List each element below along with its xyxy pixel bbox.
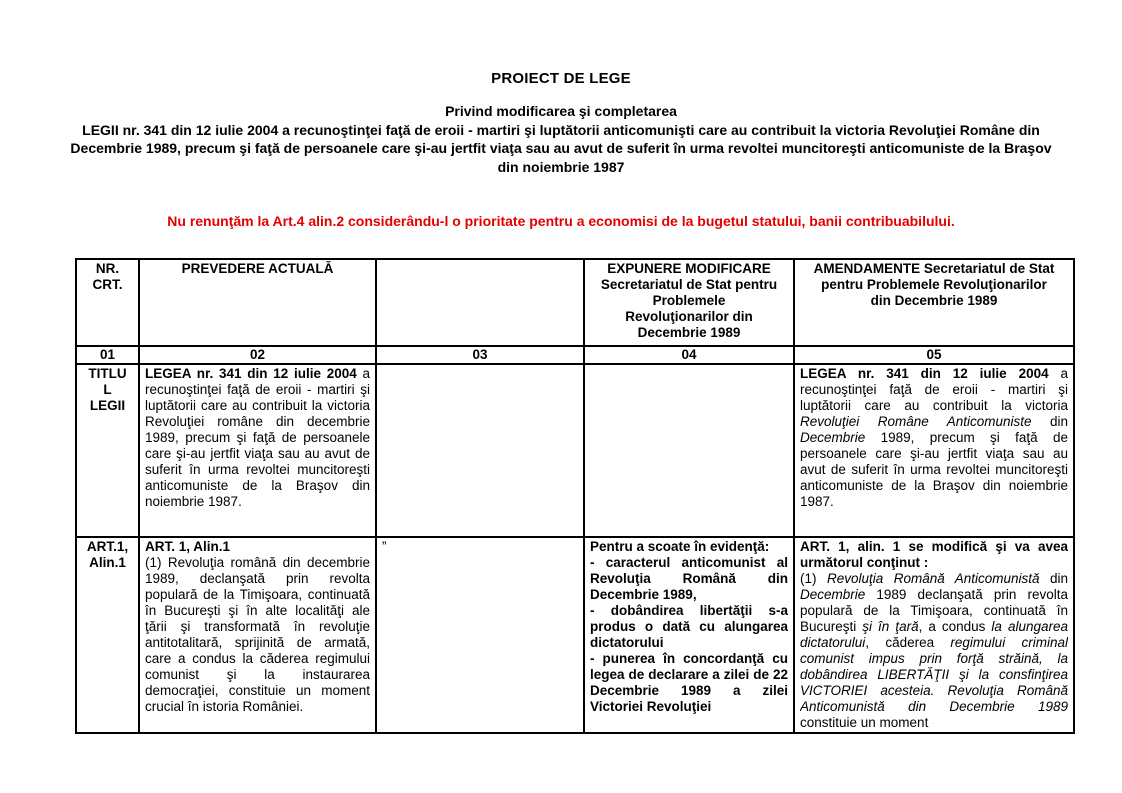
column-number-01: 01 xyxy=(76,346,139,364)
table-row-art1-alin1 xyxy=(76,537,1074,733)
header-cell-prevedere-actuala: PREVEDERE ACTUALĂ xyxy=(139,259,376,346)
cell-r2-label: ART.1, Alin.1 xyxy=(76,537,139,733)
comparison-table xyxy=(75,258,1075,734)
cell-r1-label: TITLU L LEGII xyxy=(76,364,139,537)
notice-text: Nu renunţăm la Art.4 alin.2 considerându-l o prioritate pentru a economisi de la bugetul statului, banii contribuabilului. xyxy=(167,213,955,229)
header-cell-empty xyxy=(376,259,584,346)
cell-r1-amendament: LEGEA nr. 341 din 12 iulie 2004 a recunoştinţei faţă de eroii - martiri şi luptătorii care au contribuit la victoria Revoluţiei Române Anticomuniste din Decembrie 1989, precum şi faţă de persoanele care şi-au jertfit viaţa sau au avut de suferit în urma revoltei muncitoreşti anticomuniste de la Braşov din noiembrie 1987. xyxy=(794,364,1074,537)
column-number-02: 02 xyxy=(139,346,376,364)
column-number-03: 03 xyxy=(376,346,584,364)
table-header-row xyxy=(76,259,1074,346)
header-cell-expunere-modificare: EXPUNERE MODIFICARE Secretariatul de Stat pentru Problemele Revoluţionarilor din Decembrie 1989 xyxy=(584,259,794,346)
column-number-05: 05 xyxy=(794,346,1074,364)
subtitle-line-2: LEGII nr. 341 din 12 iulie 2004 a recunoştinţei faţă de eroii - martiri şi luptătorii anticomunişti care au contribuit la victoria Revoluţiei Române din Decembrie 1989, precum şi faţă de persoanele care şi-au jertfit viaţa sau au avut de suferit în urma revoltei muncitoreşti anticomuniste de la Braşov din noiembrie 1987 xyxy=(70,121,1052,175)
cell-r1-col3-empty xyxy=(376,364,584,537)
cell-r2-prevedere-actuala: ART. 1, Alin.1 (1) Revoluţia română din decembrie 1989, declanşată prin revolta populară de la Timişoara, continuată în Bucureşti şi în alte localităţi ale ţării şi transformată în revoluţie antitotalitară, sprijinită de armată, care a condus la căderea regimului comunist şi la instaurarea democraţiei, constituie un moment crucial în istoria României. xyxy=(139,537,376,733)
header-cell-nr-crt: NR. CRT. xyxy=(76,259,139,346)
column-number-row xyxy=(76,346,1074,364)
column-number-04: 04 xyxy=(584,346,794,364)
cell-r1-expunere xyxy=(584,364,794,537)
document-subtitle xyxy=(58,102,1064,176)
subtitle-line-1: Privind modificarea şi completarea xyxy=(445,103,677,119)
cell-r2-amendament: ART. 1, alin. 1 se modifică şi va avea următorul conţinut : (1) Revoluţia Română Anticomunistă din Decembrie 1989 declanşată prin revolta populară de la Timişoara, continuată în Bucureşti şi în ţară, a condus la alungarea dictatorului, căderea regimului criminal comunist impus prin forţă străină, la dobândirea LIBERTĂŢII şi la consfinţirea VICTORIEI acesteia. Revoluţia Română Anticomunistă din Decembrie 1989 constituie un moment xyxy=(794,537,1074,733)
cell-r2-expunere: Pentru a scoate în evidenţă: - caracterul anticomunist al Revoluţia Română din Decembrie 1989, - dobândirea libertăţii s-a produs o dată cu alungarea dictatorului - punerea în concordanţă cu legea de declarare a zilei de 22 Decembrie 1989 a zilei Victoriei Revoluţiei xyxy=(584,537,794,733)
cell-r1-prevedere-actuala: LEGEA nr. 341 din 12 iulie 2004 a recunoştinţei faţă de eroii - martiri şi luptătorii care au contribuit la victoria Revoluţiei române din decembrie 1989, precum şi faţă de persoanele care şi-au jertfit viaţa sau au avut de suferit în urma revoltei muncitoreşti anticomuniste de la Braşov din noiembrie 1987. xyxy=(139,364,376,537)
table-row-titlul-legii xyxy=(76,364,1074,537)
page-title: PROIECT DE LEGE xyxy=(491,70,631,87)
header-cell-amendamente: AMENDAMENTE Secretariatul de Stat pentru Problemele Revoluţionarilor din Decembrie 1989 xyxy=(794,259,1074,346)
cell-r2-col3-quote: ” xyxy=(376,537,584,733)
